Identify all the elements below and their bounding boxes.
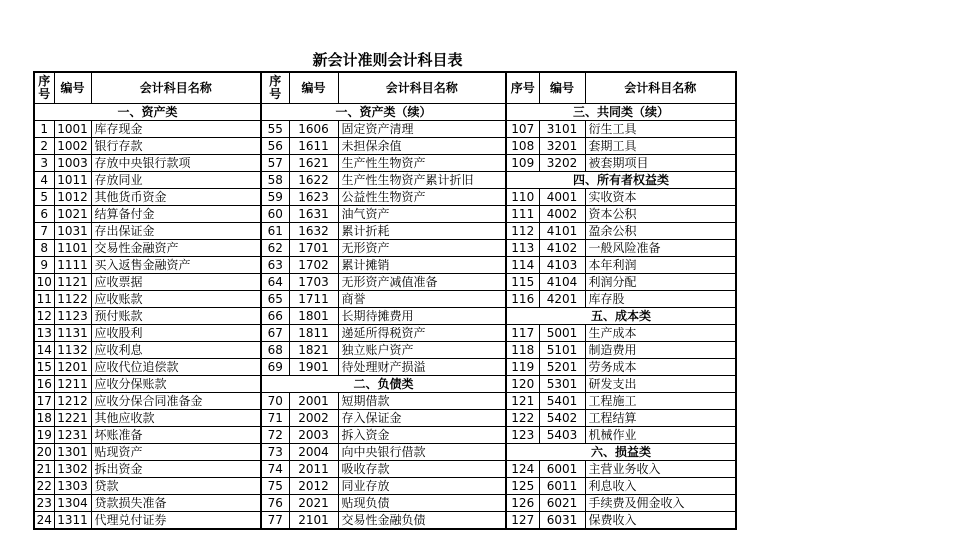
table-row — [34, 376, 736, 393]
table-row — [34, 478, 736, 495]
row-name: 累计折耗 — [338, 223, 506, 240]
row-name: 应收分保合同准备金 — [91, 393, 261, 410]
row-code: 5001 — [539, 325, 585, 342]
row-name: 应收票据 — [91, 274, 261, 291]
row-name: 保费收入 — [585, 512, 736, 530]
row-code: 2021 — [289, 495, 338, 512]
row-code: 1021 — [54, 206, 91, 223]
row-code: 5101 — [539, 342, 585, 359]
row-seq: 63 — [261, 257, 289, 274]
row-name: 贷款 — [91, 478, 261, 495]
row-name: 资本公积 — [585, 206, 736, 223]
row-code: 1811 — [289, 325, 338, 342]
row-code: 1131 — [54, 325, 91, 342]
row-name: 贴现资产 — [91, 444, 261, 461]
row-code: 1221 — [54, 410, 91, 427]
row-seq: 6 — [34, 206, 54, 223]
row-seq: 22 — [34, 478, 54, 495]
row-seq: 2 — [34, 138, 54, 155]
row-code: 6031 — [539, 512, 585, 530]
row-seq: 77 — [261, 512, 289, 530]
row-name: 交易性金融资产 — [91, 240, 261, 257]
row-seq: 121 — [506, 393, 539, 410]
row-code: 1302 — [54, 461, 91, 478]
row-seq: 109 — [506, 155, 539, 172]
row-name: 无形资产 — [338, 240, 506, 257]
row-name: 长期待摊费用 — [338, 308, 506, 325]
row-seq: 64 — [261, 274, 289, 291]
row-code: 5401 — [539, 393, 585, 410]
row-seq: 20 — [34, 444, 54, 461]
row-name: 手续费及佣金收入 — [585, 495, 736, 512]
row-name: 独立账户资产 — [338, 342, 506, 359]
header-row — [34, 72, 736, 104]
row-code: 1632 — [289, 223, 338, 240]
row-name: 被套期项目 — [585, 155, 736, 172]
row-code: 1122 — [54, 291, 91, 308]
row-seq: 1 — [34, 121, 54, 138]
row-code: 1303 — [54, 478, 91, 495]
row-seq: 116 — [506, 291, 539, 308]
row-code: 1711 — [289, 291, 338, 308]
row-code: 5301 — [539, 376, 585, 393]
table-row — [34, 274, 736, 291]
row-seq: 24 — [34, 512, 54, 530]
row-code: 2004 — [289, 444, 338, 461]
row-code: 2011 — [289, 461, 338, 478]
row-code: 4101 — [539, 223, 585, 240]
row-name: 实收资本 — [585, 189, 736, 206]
row-name: 吸收存款 — [338, 461, 506, 478]
row-seq: 21 — [34, 461, 54, 478]
row-code: 1821 — [289, 342, 338, 359]
row-seq: 70 — [261, 393, 289, 410]
section-heading: 六、损益类 — [506, 444, 736, 461]
table-row — [34, 308, 736, 325]
row-name: 利息收入 — [585, 478, 736, 495]
row-seq: 74 — [261, 461, 289, 478]
row-seq: 61 — [261, 223, 289, 240]
row-seq: 68 — [261, 342, 289, 359]
row-name: 研发支出 — [585, 376, 736, 393]
row-seq: 115 — [506, 274, 539, 291]
row-name: 结算备付金 — [91, 206, 261, 223]
header-code: 编号 — [289, 72, 338, 104]
row-code: 5402 — [539, 410, 585, 427]
table-row — [34, 155, 736, 172]
row-name: 固定资产清理 — [338, 121, 506, 138]
row-name: 存出保证金 — [91, 223, 261, 240]
row-seq: 19 — [34, 427, 54, 444]
row-code: 1132 — [54, 342, 91, 359]
table-row — [34, 121, 736, 138]
row-code: 4001 — [539, 189, 585, 206]
table-row — [34, 223, 736, 240]
row-name: 商誉 — [338, 291, 506, 308]
row-seq: 55 — [261, 121, 289, 138]
row-name: 无形资产减值准备 — [338, 274, 506, 291]
row-code: 1012 — [54, 189, 91, 206]
row-seq: 18 — [34, 410, 54, 427]
row-code: 1002 — [54, 138, 91, 155]
header-name: 会计科目名称 — [585, 72, 736, 104]
row-name: 应收利息 — [91, 342, 261, 359]
row-seq: 16 — [34, 376, 54, 393]
row-name: 存放同业 — [91, 172, 261, 189]
row-seq: 4 — [34, 172, 54, 189]
table-row — [34, 393, 736, 410]
row-code: 1201 — [54, 359, 91, 376]
row-seq: 56 — [261, 138, 289, 155]
row-seq: 72 — [261, 427, 289, 444]
row-name: 坏账准备 — [91, 427, 261, 444]
row-name: 生产性生物资产累计折旧 — [338, 172, 506, 189]
account-table — [33, 71, 737, 530]
row-seq: 75 — [261, 478, 289, 495]
row-seq: 119 — [506, 359, 539, 376]
section-heading: 四、所有者权益类 — [506, 172, 736, 189]
row-code: 1111 — [54, 257, 91, 274]
row-name: 生产成本 — [585, 325, 736, 342]
row-code: 4002 — [539, 206, 585, 223]
table-row — [34, 427, 736, 444]
row-seq: 111 — [506, 206, 539, 223]
section-heading: 五、成本类 — [506, 308, 736, 325]
row-name: 预付账款 — [91, 308, 261, 325]
header-seq: 序号 — [34, 72, 54, 104]
row-code: 1211 — [54, 376, 91, 393]
row-name: 主营业务收入 — [585, 461, 736, 478]
table-row — [34, 172, 736, 189]
row-code: 4201 — [539, 291, 585, 308]
row-name: 盈余公积 — [585, 223, 736, 240]
row-name: 工程结算 — [585, 410, 736, 427]
table-row — [34, 410, 736, 427]
table-row — [34, 240, 736, 257]
row-seq: 73 — [261, 444, 289, 461]
row-name: 同业存放 — [338, 478, 506, 495]
row-name: 存入保证金 — [338, 410, 506, 427]
row-seq: 62 — [261, 240, 289, 257]
row-name: 应收股利 — [91, 325, 261, 342]
table-row — [34, 189, 736, 206]
row-code: 6021 — [539, 495, 585, 512]
row-name: 利润分配 — [585, 274, 736, 291]
row-code: 2012 — [289, 478, 338, 495]
section-heading: 一、资产类 — [34, 104, 261, 121]
row-seq: 71 — [261, 410, 289, 427]
row-code: 1703 — [289, 274, 338, 291]
row-code: 4103 — [539, 257, 585, 274]
row-seq: 124 — [506, 461, 539, 478]
row-name: 衍生工具 — [585, 121, 736, 138]
row-seq: 57 — [261, 155, 289, 172]
row-seq: 60 — [261, 206, 289, 223]
row-seq: 108 — [506, 138, 539, 155]
row-code: 1311 — [54, 512, 91, 530]
row-code: 1003 — [54, 155, 91, 172]
row-code: 1001 — [54, 121, 91, 138]
row-seq: 126 — [506, 495, 539, 512]
table-row — [34, 461, 736, 478]
row-name: 生产性生物资产 — [338, 155, 506, 172]
row-name: 其他货币资金 — [91, 189, 261, 206]
row-name: 拆出资金 — [91, 461, 261, 478]
row-seq: 127 — [506, 512, 539, 530]
row-code: 1611 — [289, 138, 338, 155]
table-row — [34, 257, 736, 274]
row-code: 2002 — [289, 410, 338, 427]
row-code: 3201 — [539, 138, 585, 155]
row-code: 1123 — [54, 308, 91, 325]
row-seq: 13 — [34, 325, 54, 342]
row-name: 劳务成本 — [585, 359, 736, 376]
row-name: 贷款损失准备 — [91, 495, 261, 512]
table-row — [34, 138, 736, 155]
row-code: 1702 — [289, 257, 338, 274]
row-seq: 9 — [34, 257, 54, 274]
row-code: 1212 — [54, 393, 91, 410]
row-name: 向中央银行借款 — [338, 444, 506, 461]
row-name: 套期工具 — [585, 138, 736, 155]
row-code: 1801 — [289, 308, 338, 325]
row-name: 拆入资金 — [338, 427, 506, 444]
row-seq: 113 — [506, 240, 539, 257]
row-code: 2003 — [289, 427, 338, 444]
row-seq: 123 — [506, 427, 539, 444]
row-name: 机械作业 — [585, 427, 736, 444]
header-name: 会计科目名称 — [338, 72, 506, 104]
row-seq: 3 — [34, 155, 54, 172]
row-name: 公益性生物资产 — [338, 189, 506, 206]
header-seq: 序号 — [261, 72, 289, 104]
row-name: 递延所得税资产 — [338, 325, 506, 342]
row-name: 银行存款 — [91, 138, 261, 155]
row-seq: 14 — [34, 342, 54, 359]
row-seq: 12 — [34, 308, 54, 325]
row-seq: 117 — [506, 325, 539, 342]
section-heading: 二、负债类 — [261, 376, 506, 393]
row-seq: 23 — [34, 495, 54, 512]
row-code: 5201 — [539, 359, 585, 376]
row-name: 累计摊销 — [338, 257, 506, 274]
row-code: 1901 — [289, 359, 338, 376]
row-code: 1631 — [289, 206, 338, 223]
row-seq: 120 — [506, 376, 539, 393]
row-seq: 118 — [506, 342, 539, 359]
row-name: 交易性金融负债 — [338, 512, 506, 530]
table-row — [34, 359, 736, 376]
row-code: 1011 — [54, 172, 91, 189]
section-heading: 一、资产类（续） — [261, 104, 506, 121]
row-seq: 76 — [261, 495, 289, 512]
row-seq: 5 — [34, 189, 54, 206]
row-seq: 15 — [34, 359, 54, 376]
row-name: 库存现金 — [91, 121, 261, 138]
row-name: 未担保余值 — [338, 138, 506, 155]
row-seq: 58 — [261, 172, 289, 189]
row-seq: 114 — [506, 257, 539, 274]
row-name: 制造费用 — [585, 342, 736, 359]
row-name: 应收分保账款 — [91, 376, 261, 393]
row-seq: 65 — [261, 291, 289, 308]
table-row — [34, 342, 736, 359]
row-code: 6001 — [539, 461, 585, 478]
row-name: 应收代位追偿款 — [91, 359, 261, 376]
row-name: 其他应收款 — [91, 410, 261, 427]
row-seq: 67 — [261, 325, 289, 342]
row-name: 存放中央银行款项 — [91, 155, 261, 172]
row-name: 贴现负债 — [338, 495, 506, 512]
row-code: 3202 — [539, 155, 585, 172]
row-name: 工程施工 — [585, 393, 736, 410]
row-name: 买入返售金融资产 — [91, 257, 261, 274]
row-seq: 8 — [34, 240, 54, 257]
row-seq: 112 — [506, 223, 539, 240]
row-code: 1121 — [54, 274, 91, 291]
row-name: 油气资产 — [338, 206, 506, 223]
table-row — [34, 512, 736, 530]
row-seq: 7 — [34, 223, 54, 240]
row-seq: 10 — [34, 274, 54, 291]
table-row — [34, 325, 736, 342]
table-row — [34, 291, 736, 308]
row-name: 本年利润 — [585, 257, 736, 274]
row-code: 4104 — [539, 274, 585, 291]
table-row — [34, 206, 736, 223]
row-code: 2001 — [289, 393, 338, 410]
row-code: 1622 — [289, 172, 338, 189]
row-name: 代理兑付证券 — [91, 512, 261, 530]
row-code: 1606 — [289, 121, 338, 138]
row-seq: 107 — [506, 121, 539, 138]
row-code: 4102 — [539, 240, 585, 257]
row-seq: 69 — [261, 359, 289, 376]
row-code: 6011 — [539, 478, 585, 495]
row-code: 1301 — [54, 444, 91, 461]
header-seq: 序号 — [506, 72, 539, 104]
row-seq: 66 — [261, 308, 289, 325]
section-heading: 三、共同类（续） — [506, 104, 736, 121]
page-title: 新会计准则会计科目表 — [312, 51, 463, 69]
row-name: 应收账款 — [91, 291, 261, 308]
row-name: 待处理财产损溢 — [338, 359, 506, 376]
row-code: 1621 — [289, 155, 338, 172]
row-code: 1031 — [54, 223, 91, 240]
table-row — [34, 104, 736, 121]
row-code: 1701 — [289, 240, 338, 257]
table-row — [34, 495, 736, 512]
header-name: 会计科目名称 — [91, 72, 261, 104]
row-seq: 11 — [34, 291, 54, 308]
row-code: 1101 — [54, 240, 91, 257]
row-code: 1304 — [54, 495, 91, 512]
row-name: 短期借款 — [338, 393, 506, 410]
row-code: 3101 — [539, 121, 585, 138]
table-row — [34, 444, 736, 461]
row-code: 1231 — [54, 427, 91, 444]
row-code: 5403 — [539, 427, 585, 444]
row-name: 一般风险准备 — [585, 240, 736, 257]
row-seq: 59 — [261, 189, 289, 206]
row-seq: 122 — [506, 410, 539, 427]
header-code: 编号 — [54, 72, 91, 104]
row-code: 2101 — [289, 512, 338, 530]
row-name: 库存股 — [585, 291, 736, 308]
header-code: 编号 — [539, 72, 585, 104]
row-seq: 125 — [506, 478, 539, 495]
row-seq: 17 — [34, 393, 54, 410]
row-seq: 110 — [506, 189, 539, 206]
row-code: 1623 — [289, 189, 338, 206]
